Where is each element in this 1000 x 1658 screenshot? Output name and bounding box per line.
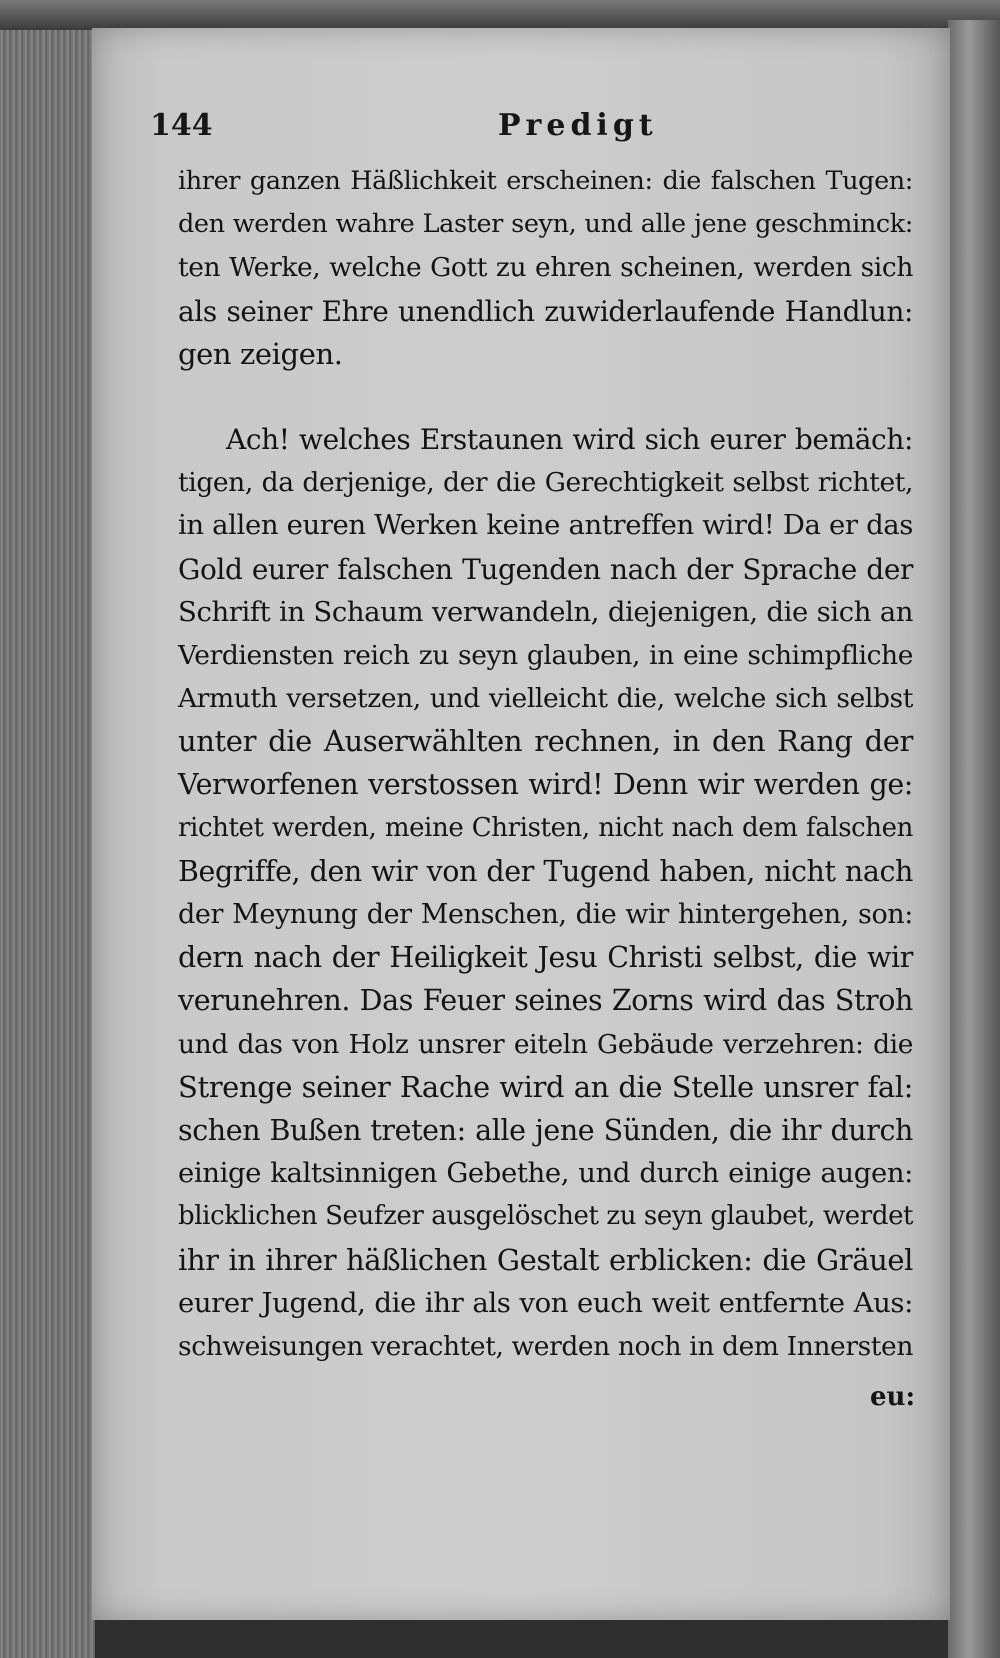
- book-page-stack-left: [0, 30, 95, 1658]
- text-line: richtet werden, meine Christen, nicht nach dem falschen: [178, 812, 913, 843]
- text-line: Begriffe, den wir von der Tugend haben, nicht nach: [178, 854, 913, 888]
- page-header: [150, 108, 920, 158]
- page-number: 144: [150, 108, 213, 143]
- text-line: ten Werke, welche Gott zu ehren scheinen, werden sich: [178, 252, 913, 284]
- text-line: Ach! welches Erstaunen wird sich eurer bemäch:: [226, 422, 913, 456]
- text-line: ihrer ganzen Häßlichkeit erscheinen: die falschen Tugen:: [178, 166, 913, 196]
- text-line: einige kaltsinnigen Gebethe, und durch einige augen:: [178, 1157, 913, 1190]
- text-line: verunehren. Das Feuer seines Zorns wird das Stroh: [178, 984, 913, 1018]
- text-line: blicklichen Seufzer ausgelöschet zu seyn glaubet, werdet: [178, 1201, 914, 1232]
- text-line: ihr in ihrer häßlichen Gestalt erblicken: die Gräuel: [178, 1242, 913, 1277]
- text-line: Gold eurer falschen Tugenden nach der Sprache der: [178, 552, 913, 586]
- text-line: der Meynung der Menschen, die wir hintergehen, son:: [178, 899, 913, 930]
- text-line: Verdiensten reich zu seyn glauben, in eine schimpfliche: [178, 639, 913, 671]
- text-line: Strenge seiner Rache wird an die Stelle unsrer fal:: [178, 1069, 913, 1104]
- catchword: eu:: [870, 1382, 916, 1412]
- text-line: Verworfenen verstossen wird! Denn wir werden ge:: [178, 768, 913, 802]
- paragraph-gap: [178, 376, 913, 418]
- running-title: Predigt: [498, 108, 658, 143]
- text-line: gen zeigen.: [178, 336, 343, 371]
- paragraph-2: [178, 418, 913, 1368]
- text-line: schweisungen verachtet, werden noch in dem Innersten: [178, 1330, 913, 1362]
- paragraph-1: [178, 160, 913, 376]
- text-line: tigen, da derjenige, der die Gerechtigkeit selbst richtet,: [178, 467, 913, 499]
- text-line: schen Bußen treten: alle jene Sünden, die ihr durch: [178, 1113, 913, 1147]
- text-line: unter die Auserwählten rechnen, in den Rang der: [178, 724, 913, 759]
- book-page-stack-right: [948, 20, 1000, 1658]
- text-line: den werden wahre Laster seyn, und alle jene geschminck:: [178, 209, 913, 240]
- body-text: [178, 160, 913, 1368]
- text-line: Schrift in Schaum verwandeln, diejenigen, die sich an: [178, 595, 913, 628]
- text-line: und das von Holz unsrer eiteln Gebäude verzehren: die: [178, 1028, 913, 1060]
- text-line: als seiner Ehre unendlich zuwiderlaufende Handlun:: [178, 294, 913, 328]
- text-line: in allen euren Werken keine antreffen wird! Da er das: [178, 509, 913, 542]
- text-line: eurer Jugend, die ihr als von euch weit entfernte Aus:: [178, 1286, 913, 1319]
- text-line: Armuth versetzen, und vielleicht die, welche sich selbst: [178, 683, 913, 715]
- text-line: dern nach der Heiligkeit Jesu Christi selbst, die wir: [178, 941, 913, 975]
